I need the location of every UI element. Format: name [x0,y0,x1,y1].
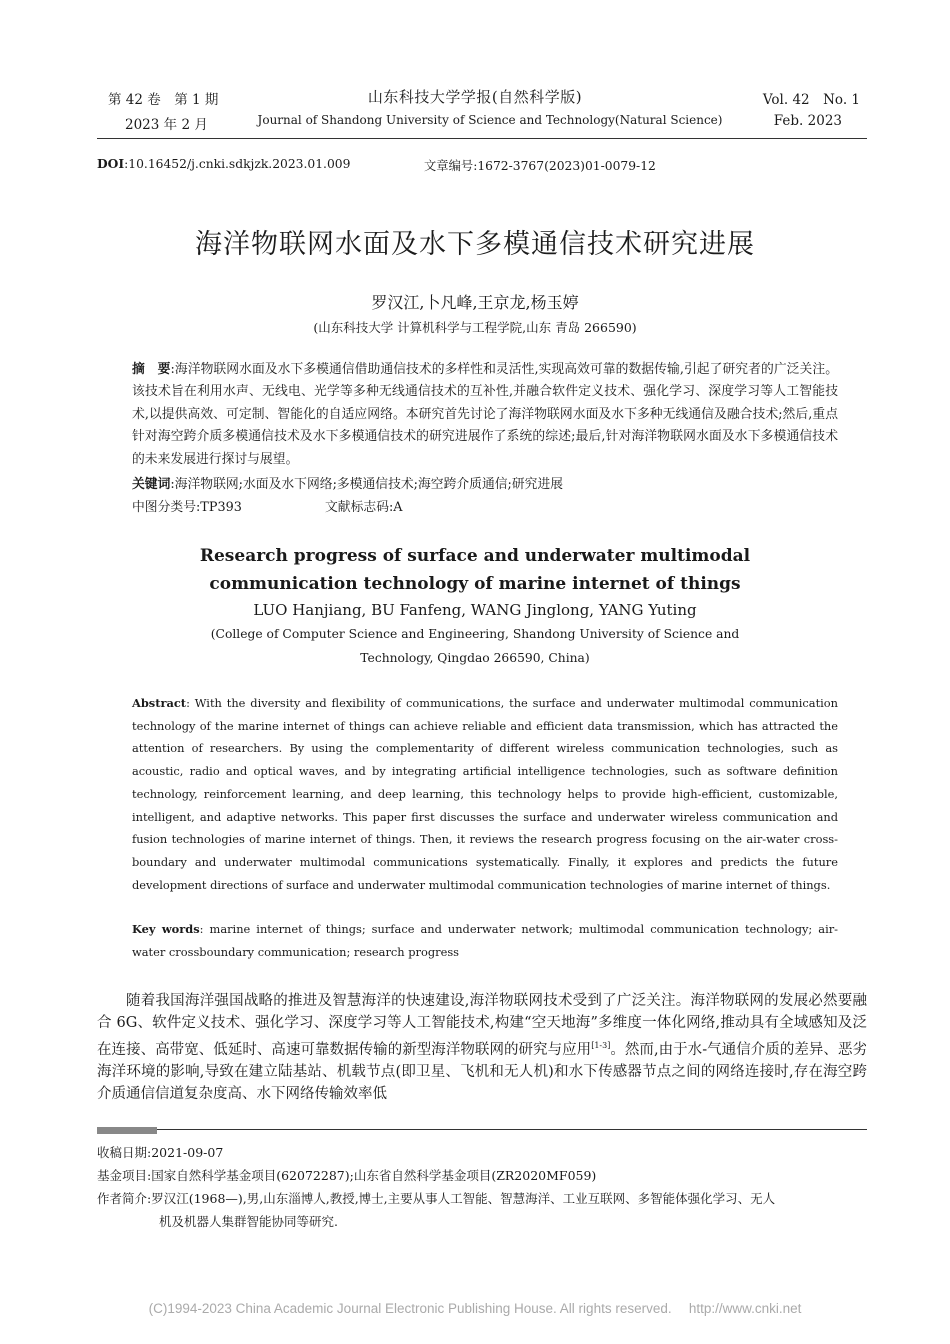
doi-label: DOI [97,156,125,171]
author-bio-line1: :罗汉江(1968—),男,山东淄博人,教授,博士,主要从事人工智能、智慧海洋、工业互联网、多智能体强化学习、无人 [147,1191,776,1206]
abstract-en [132,692,838,896]
affiliation-en-line2: Technology, Qingdao 266590, China) [360,651,590,665]
paper-title-cn: 海洋物联网水面及水下多模通信技术研究进展 [195,229,755,260]
fund-value: :国家自然科学基金项目(62072287);山东省自然科学基金项目(ZR2020MF059) [147,1168,597,1183]
authors-en: LUO Hanjiang, BU Fanfeng, WANG Jinglong, YANG Yuting [253,601,697,619]
abstract-en-label: Abstract [132,696,187,710]
cnki-watermark: (C)1994-2023 China Academic Journal Electronic Publishing House. All rights reserved. http://www.cnki.net [148,1301,802,1316]
footnote-bar [97,1127,157,1134]
article-number: 文章编号:1672-3767(2023)01-0079-12 [424,159,656,173]
clc-number: 中图分类号:TP393 [132,500,242,515]
abstract-cn-text: :海洋物联网水面及水下多模通信借助通信技术的多样性和灵活性,实现高效可靠的数据传输,引起了研究者的广泛关注。该技术旨在利用水声、无线电、光学等多种无线通信技术的互补性,并融合软件定义技术、强化学习、深度学习等人工智能技术,以提供高效、可定制、智能化的自适应网络。本研究首先讨论了海洋物联网水面及水下多种无线通信及融合技术;然后,重点针对海空跨介质多模通信技术及水下多模通信技术的研究进展作了系统的综述;最后,针对海洋物联网水面及水下多模通信技术的未来发展进行探讨与展望。 [132,362,838,467]
keywords-cn-label: 关键词 [132,477,171,492]
doi-line [97,156,350,171]
paper-title-en-line2: communication technology of marine internet of things [209,574,741,594]
body-text-part2: 。然而,由于水-气通信介质的差异、恶劣海洋环境的影响,导致在建立陆基站、机载节点(即卫星、飞机和无人机)和水下传感器节点之间的网络连接时,存在海空跨介质通信信道复杂度高、水下网络传输效率低 [97,1041,868,1103]
abstract-cn [132,359,838,471]
abstract-cn-label: 摘 要 [132,362,171,377]
journal-name-en: Journal of Shandong University of Science and Technology(Natural Science) [257,113,723,127]
body-text-part1: 随着我国海洋强国战略的推进及智慧海洋的快速建设,海洋物联网技术受到了广泛关注。海洋物联网的发展必然要融合 6G、软件定义技术、强化学习、深度学习等人工智能技术,构建“空天地海”多维度一体化网络,推动具有全域感知及泛在连接、高带宽、低延时、高速可靠数据传输的新型海洋物联网的研究与应用 [97,993,867,1058]
affiliation-en-line1: (College of Computer Science and Engineering, Shandong University of Science and [210,627,740,641]
author-bio [97,1187,775,1210]
keywords-en-label: Key words [132,922,200,936]
journal-name-cn: 山东科技大学学报(自然科学版) [367,88,583,106]
footnote-rule [97,1129,867,1130]
doi-value: :10.16452/j.cnki.sdkjzk.2023.01.009 [124,157,351,171]
date-en: Feb. 2023 [773,113,842,129]
volume-issue-en: Vol. 42 No. 1 [762,92,860,108]
citation-ref: [1-3] [591,1040,611,1050]
received-date [97,1141,223,1164]
received-label: 收稿日期 [97,1145,148,1160]
abstract-en-text: : With the diversity and flexibility of communications, the surface and underwater multimodal communication technology of the marine internet of things can achieve reliable and efficient data transmission, which has attracted the attention of researchers. By using the complementarity of different wireless communication technologies, such as acoustic, radio and optical waves, and by integrating artificial intelligence technologies, such as software definition technology, reinforcement learning, and deep learning, this technology helps to provide high-efficient, customizable, intelligent, and adaptive networks. This paper first discusses the surface and underwater wireless communication and fusion technologies of marine internet of things. Then, it reviews the research progress focusing on the air-water cross-boundary and underwater multimodal communications systematically. Finally, it explores and predicts the future development directions of surface and underwater multimodal communication technologies of marine internet of things. [132,696,838,892]
author-bio-label: 作者简介 [97,1191,148,1206]
affiliation-cn: (山东科技大学 计算机科学与工程学院,山东 青岛 266590) [313,320,637,335]
date-cn: 2023 年 2 月 [125,117,208,133]
keywords-en [132,918,838,963]
fund-info [97,1164,596,1187]
keywords-cn-text: :海洋物联网;水面及水下网络;多模通信技术;海空跨介质通信;研究进展 [170,477,564,492]
fund-label: 基金项目 [97,1168,148,1183]
authors-cn: 罗汉江,卜凡峰,王京龙,杨玉婷 [371,293,579,312]
header-rule [97,138,867,139]
keywords-cn [132,473,563,492]
paper-title-en-line1: Research progress of surface and underwater multimodal [199,546,751,566]
volume-issue-cn: 第 42 卷 第 1 期 [108,92,219,108]
body-paragraph [97,990,867,1106]
keywords-en-text: : marine internet of things; surface and underwater network; multimodal communication technology; air-water crossboundary communication; research progress [132,922,839,959]
author-bio-line2: 机及机器人集群智能协同等研究. [159,1214,338,1229]
document-code: 文献标志码:A [325,500,403,515]
received-value: :2021-09-07 [147,1145,224,1160]
